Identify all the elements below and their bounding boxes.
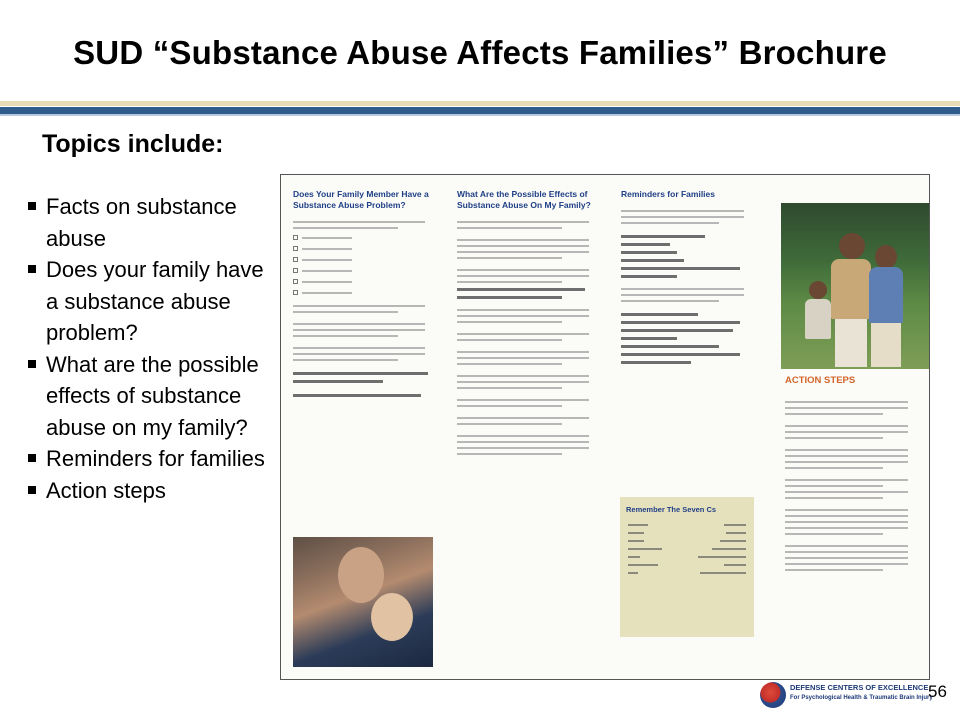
dcoe-logo bbox=[760, 680, 933, 710]
brochure-column-3 bbox=[621, 189, 761, 364]
seven-cs-heading: Remember The Seven Cs bbox=[626, 505, 717, 514]
brochure-column-4 bbox=[785, 397, 925, 571]
brochure-column-2 bbox=[457, 189, 607, 455]
globe-icon bbox=[760, 682, 786, 708]
brochure-column-1 bbox=[293, 189, 443, 397]
brochure-photo-family bbox=[781, 203, 929, 369]
topic-item bbox=[26, 254, 266, 349]
topic-label: Does your family have a substance abuse problem? bbox=[46, 257, 264, 345]
bullet-icon bbox=[28, 360, 36, 368]
logo-subtitle: For Psychological Health & Traumatic Brain Injury bbox=[790, 695, 933, 701]
topics-heading: Topics include: bbox=[42, 130, 224, 158]
topic-item bbox=[26, 349, 266, 444]
topic-label: Facts on substance abuse bbox=[46, 194, 237, 251]
page-number: 56 bbox=[928, 682, 947, 701]
topic-item bbox=[26, 475, 266, 507]
brochure-heading-2: What Are the Possible Effects of Substance Abuse On My Family? bbox=[457, 189, 591, 210]
logo-name: DEFENSE CENTERS OF EXCELLENCE bbox=[790, 683, 929, 692]
bullet-icon bbox=[28, 265, 36, 273]
topic-label: Reminders for families bbox=[46, 446, 265, 471]
title-rule-light bbox=[0, 114, 960, 116]
action-steps-heading: ACTION STEPS bbox=[785, 375, 856, 386]
topic-item bbox=[26, 443, 266, 475]
topics-list bbox=[26, 191, 266, 506]
bullet-icon bbox=[28, 454, 36, 462]
seven-cs-box bbox=[620, 497, 754, 637]
slide-title: SUD “Substance Abuse Affects Families” Brochure bbox=[73, 34, 887, 71]
bullet-icon bbox=[28, 486, 36, 494]
brochure-heading-3: Reminders for Families bbox=[621, 189, 716, 199]
title-rule-gold bbox=[0, 101, 960, 106]
topic-label: What are the possible effects of substance abuse on my family? bbox=[46, 351, 259, 440]
topic-item bbox=[26, 191, 266, 254]
brochure-heading-1: Does Your Family Member Have a Substance Abuse Problem? bbox=[293, 189, 429, 210]
bullet-icon bbox=[28, 202, 36, 210]
topic-label: Action steps bbox=[46, 477, 166, 503]
title-rule-blue bbox=[0, 107, 960, 114]
brochure-image bbox=[280, 174, 930, 680]
brochure-photo-soldier-with-child bbox=[293, 537, 433, 667]
